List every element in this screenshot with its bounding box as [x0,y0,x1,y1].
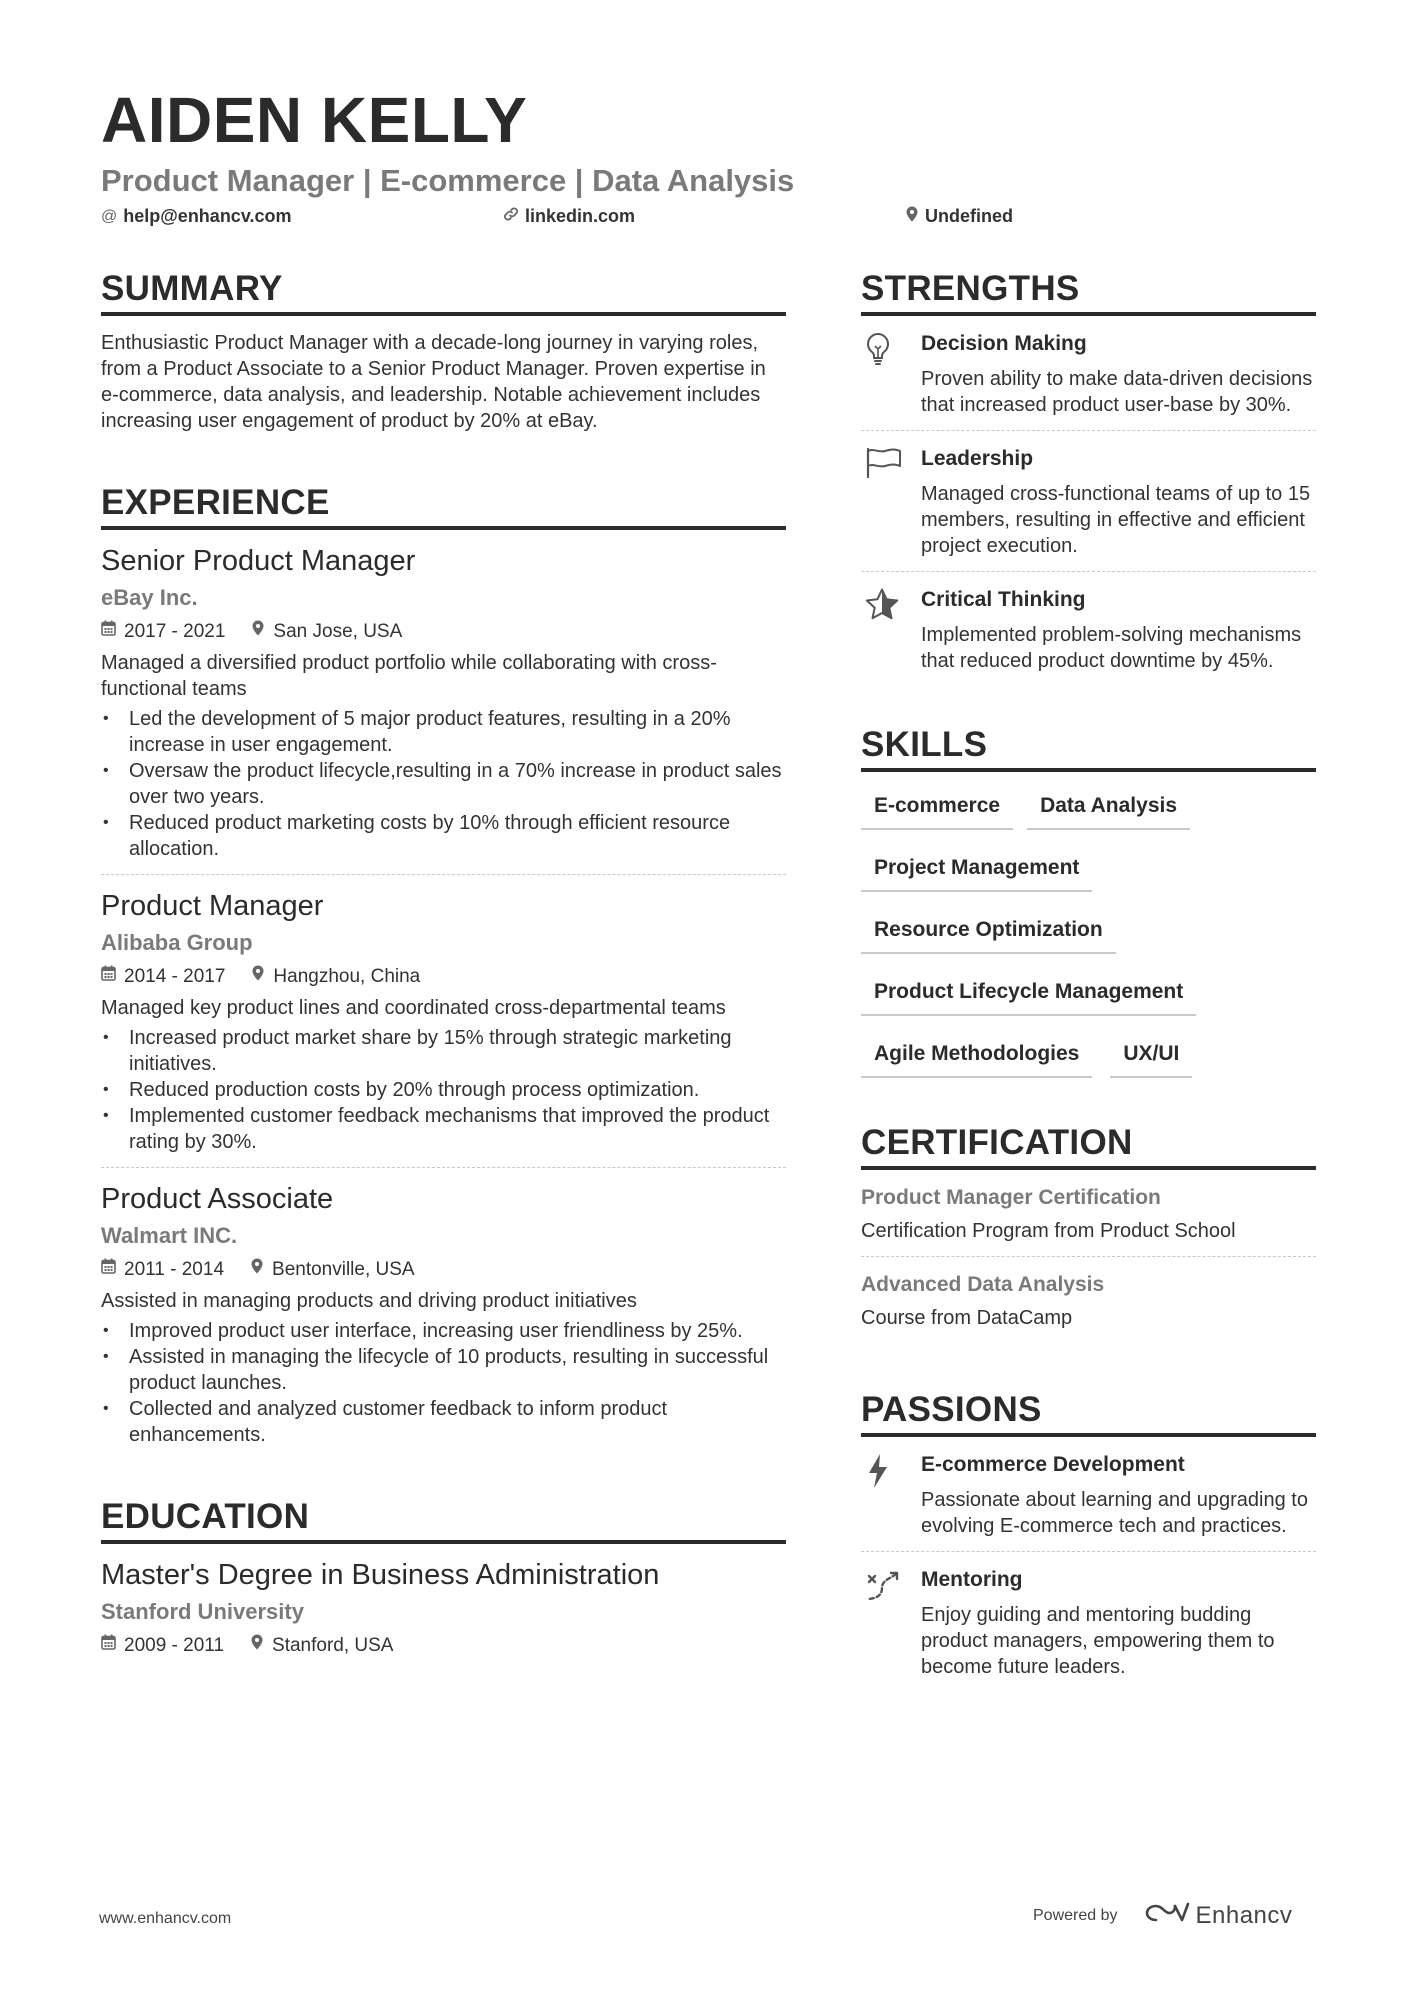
skill-tag: Agile Methodologies [861,1036,1092,1078]
lightning-icon [861,1451,921,1539]
summary-heading: SUMMARY [101,268,786,316]
education-school: Stanford University [101,1599,304,1624]
skill-tag: UX/UI [1110,1036,1192,1078]
contact-linkedin[interactable] [503,206,635,227]
certification-heading: CERTIFICATION [861,1122,1316,1170]
job-bullet: • Reduced product marketing costs by 10% through efficient resource allocation. [101,810,786,862]
enhancv-logo-icon [1142,1900,1190,1931]
skill-tag: Data Analysis [1027,788,1190,830]
calendar-icon [101,965,116,989]
job-bullet: • Collected and analyzed customer feedback to inform product enhancements. [101,1396,786,1448]
calendar-icon [101,1634,116,1658]
contact-row [101,206,1321,234]
strength-title: Leadership [921,447,1034,470]
skills-list [861,788,1316,1098]
education-heading: EDUCATION [101,1496,786,1544]
flag-icon [861,445,921,559]
summary-section [101,268,786,434]
job-dates: 2011 - 2014 [124,1259,225,1280]
strength-title: Critical Thinking [921,588,1086,611]
certification-desc: Course from DataCamp [861,1307,1073,1329]
job-location: Bentonville, USA [272,1259,415,1280]
resume-header [101,84,1321,234]
footer-website[interactable]: www.enhancv.com [99,1910,232,1927]
calendar-icon [101,620,116,644]
brand-name: Enhancv [1195,1901,1293,1929]
education-section [101,1496,786,1658]
job-bullet: • Increased product market share by 15% through strategic marketing initiatives. [101,1025,786,1077]
calendar-icon [101,1258,116,1282]
strength-item [861,316,1316,431]
job-bullet: • Assisted in managing the lifecycle of 10 products, resulting in successful product launches. [101,1344,786,1396]
job-description: Managed a diversified product portfolio while collaborating with cross-functional teams [101,652,717,700]
job-bullet: • Oversaw the product lifecycle,resulting in a 70% increase in product sales over two years. [101,758,786,810]
link-icon [503,206,519,227]
passion-desc: Enjoy guiding and mentoring budding product managers, empowering them to become future leaders. [921,1604,1275,1678]
job-location: San Jose, USA [273,621,403,642]
skill-tag: E-commerce [861,788,1013,830]
strength-item [861,572,1316,686]
experience-section [101,482,786,1460]
job-bullet: • Implemented customer feedback mechanisms that improved the product rating by 30%. [101,1103,786,1155]
job-dates: 2014 - 2017 [124,966,226,987]
job-meta [101,1258,786,1282]
strengths-heading: STRENGTHS [861,268,1316,316]
location-pin-icon [250,1258,264,1282]
lightbulb-icon [861,330,921,418]
candidate-name: AIDEN KELLY [101,84,528,156]
job-entry [101,875,786,1168]
strength-title: Decision Making [921,332,1087,355]
linkedin-text: linkedin.com [525,206,636,226]
certification-section [861,1122,1316,1343]
skills-section [861,724,1316,1098]
left-column [101,268,786,1658]
certification-title: Advanced Data Analysis [861,1273,1105,1296]
strength-item [861,431,1316,572]
education-meta [101,1634,786,1658]
location-pin-icon [250,1634,264,1658]
location-pin-icon [905,206,919,227]
strengths-section [861,268,1316,686]
job-company: Walmart INC. [101,1223,238,1248]
candidate-title: Product Manager | E-commerce | Data Analysis [101,163,795,198]
job-dates: 2017 - 2021 [124,621,226,642]
job-description: Assisted in managing products and driving product initiatives [101,1290,637,1312]
footer-branding[interactable] [1033,1900,1292,1931]
job-role: Product Manager [101,890,324,922]
star-icon [861,586,921,674]
contact-location [905,206,1013,227]
job-bullets [101,1025,786,1155]
passions-heading: PASSIONS [861,1389,1316,1437]
summary-text: Enthusiastic Product Manager with a decade-long journey in varying roles, from a Product Associate to a Senior Product Manager. Proven expertise in e-commerce, data analysis, and leadership. Notable achievement includes increasing user engagement of product by 20% at eBay. [101,332,766,432]
passion-title: E-commerce Development [921,1453,1185,1476]
passions-section [861,1389,1316,1692]
location-text: Undefined [925,206,1013,226]
job-bullet: • Improved product user interface, increasing user friendliness by 25%. [101,1318,786,1344]
job-bullets [101,1318,786,1448]
right-column [861,268,1316,1692]
skills-heading: SKILLS [861,724,1316,772]
at-icon: @ [101,207,118,225]
contact-email[interactable] [101,206,292,227]
job-meta [101,620,786,644]
route-icon [861,1566,921,1680]
job-entry [101,1168,786,1460]
education-dates: 2009 - 2011 [124,1635,225,1656]
location-pin-icon [251,620,265,644]
location-pin-icon [251,965,265,989]
job-entry [101,530,786,875]
strength-desc: Implemented problem-solving mechanisms that reduced product downtime by 45%. [921,624,1302,672]
strength-desc: Proven ability to make data-driven decisions that increased product user-base by 30%. [921,368,1313,416]
job-company: Alibaba Group [101,930,253,955]
education-location: Stanford, USA [272,1635,394,1656]
skill-tag: Project Management [861,850,1092,892]
passion-title: Mentoring [921,1568,1023,1591]
certification-desc: Certification Program from Product School [861,1220,1236,1242]
job-location: Hangzhou, China [273,966,421,987]
strength-desc: Managed cross-functional teams of up to 15 members, resulting in effective and efficient project execution. [921,483,1311,557]
job-bullet: • Reduced production costs by 20% through process optimization. [101,1077,786,1103]
passion-item [861,1437,1316,1552]
certification-item [861,1170,1316,1257]
education-entry [101,1544,786,1658]
experience-heading: EXPERIENCE [101,482,786,530]
education-degree: Master's Degree in Business Administration [101,1559,660,1591]
passion-desc: Passionate about learning and upgrading to evolving E-commerce tech and practices. [921,1489,1308,1537]
job-role: Senior Product Manager [101,545,416,577]
skill-tag: Resource Optimization [861,912,1116,954]
job-company: eBay Inc. [101,585,198,610]
certification-item [861,1257,1316,1343]
passion-item [861,1552,1316,1692]
job-bullets [101,706,786,862]
email-text: help@enhancv.com [123,206,292,226]
job-role: Product Associate [101,1183,334,1215]
job-meta [101,965,786,989]
powered-by-text: Powered by [1033,1906,1118,1924]
job-description: Managed key product lines and coordinated cross-departmental teams [101,997,726,1019]
certification-title: Product Manager Certification [861,1186,1161,1209]
skill-tag: Product Lifecycle Management [861,974,1196,1016]
job-bullet: • Led the development of 5 major product features, resulting in a 20% increase in user engagement. [101,706,786,758]
